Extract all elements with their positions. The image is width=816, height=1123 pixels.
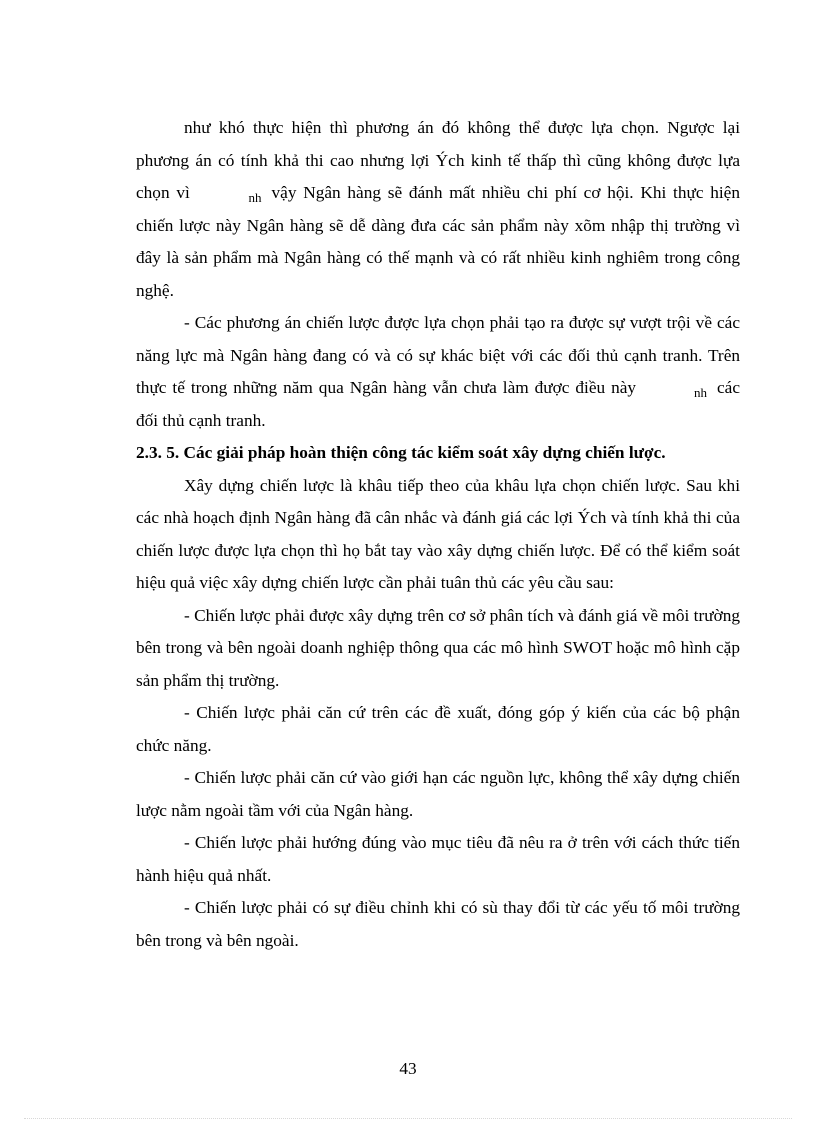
bullet-item-2: - Chiến lược phải căn cứ trên các đề xuất, đóng góp ý kiến của các bộ phận chức năng. — [136, 703, 740, 755]
paragraph-1-fragment: nh — [248, 190, 262, 205]
section-heading: 2.3. 5. Các giải pháp hoàn thiện công tác kiểm soát xây dựng chiến lược. — [136, 443, 666, 462]
paragraph-1-text-a: như khó thực hiện thì phương án đó không thể được lựa chọn. Ngược lại phương án có tính khả thi cao nhưng lợi Ých kinh tế thấp thì cũng không được lựa chọn vì — [136, 118, 740, 202]
page-body — [136, 112, 740, 957]
paragraph-1 — [136, 112, 740, 307]
paragraph-3: Xây dựng chiến lược là khâu tiếp theo của khâu lựa chọn chiến lược. Sau khi các nhà hoạch định Ngân hàng đã cân nhắc và đánh giá các lợi Ých và tính khả thi của chiến lược được lựa chọn thì họ bắt tay vào xây dựng chiến lược. Để có thể kiểm soát hiệu quả việc xây dựng chiến lược cần phải tuân thủ các yêu cầu sau: — [136, 475, 740, 592]
bullet-item-1: - Chiến lược phải được xây dựng trên cơ sở phân tích và đánh giá về môi trường bên trong và bên ngoài doanh nghiệp thông qua các mô hình SWOT hoặc mô hình cặp sản phẩm thị trường. — [136, 605, 740, 690]
paragraph-2-fragment: nh — [694, 385, 707, 400]
bullet-item-3: - Chiến lược phải căn cứ vào giới hạn các nguồn lực, không thể xây dựng chiến lược nằm ngoài tầm với của Ngân hàng. — [136, 768, 740, 820]
page-number: 43 — [399, 1059, 417, 1078]
paragraph-1-text-b: vậy Ngân hàng sẽ đánh mất nhiều chi phí cơ hội. Khi thực hiện chiến lược này Ngân hàng sẽ dễ dàng đưa các sản phẩm này xõm nhập thị trường vì đây là sản phẩm mà Ngân hàng có thế mạnh và có rất nhiều kinh nghiêm trong công nghệ. — [136, 183, 740, 300]
paragraph-2-text-b: các đối thủ cạnh tranh. — [136, 378, 741, 430]
paragraph-2-text-a: - Các phương án chiến lược được lựa chọn phải tạo ra được sự vượt trội về các năng lực mà Ngân hàng đang có và có sự khác biệt với các đối thủ cạnh tranh. Trên thực tế trong những năm qua Ngân hàng vẫn chưa làm được điều này — [136, 313, 740, 397]
bullet-item-4: - Chiến lược phải hướng đúng vào mục tiêu đã nêu ra ở trên với cách thức tiến hành hiệu quả nhất. — [136, 833, 740, 885]
footer-divider — [24, 1118, 792, 1119]
bullet-item-5: - Chiến lược phải có sự điều chỉnh khi có sù thay đổi từ các yếu tố môi trường bên trong và bên ngoài. — [136, 898, 740, 950]
paragraph-2 — [136, 307, 740, 437]
